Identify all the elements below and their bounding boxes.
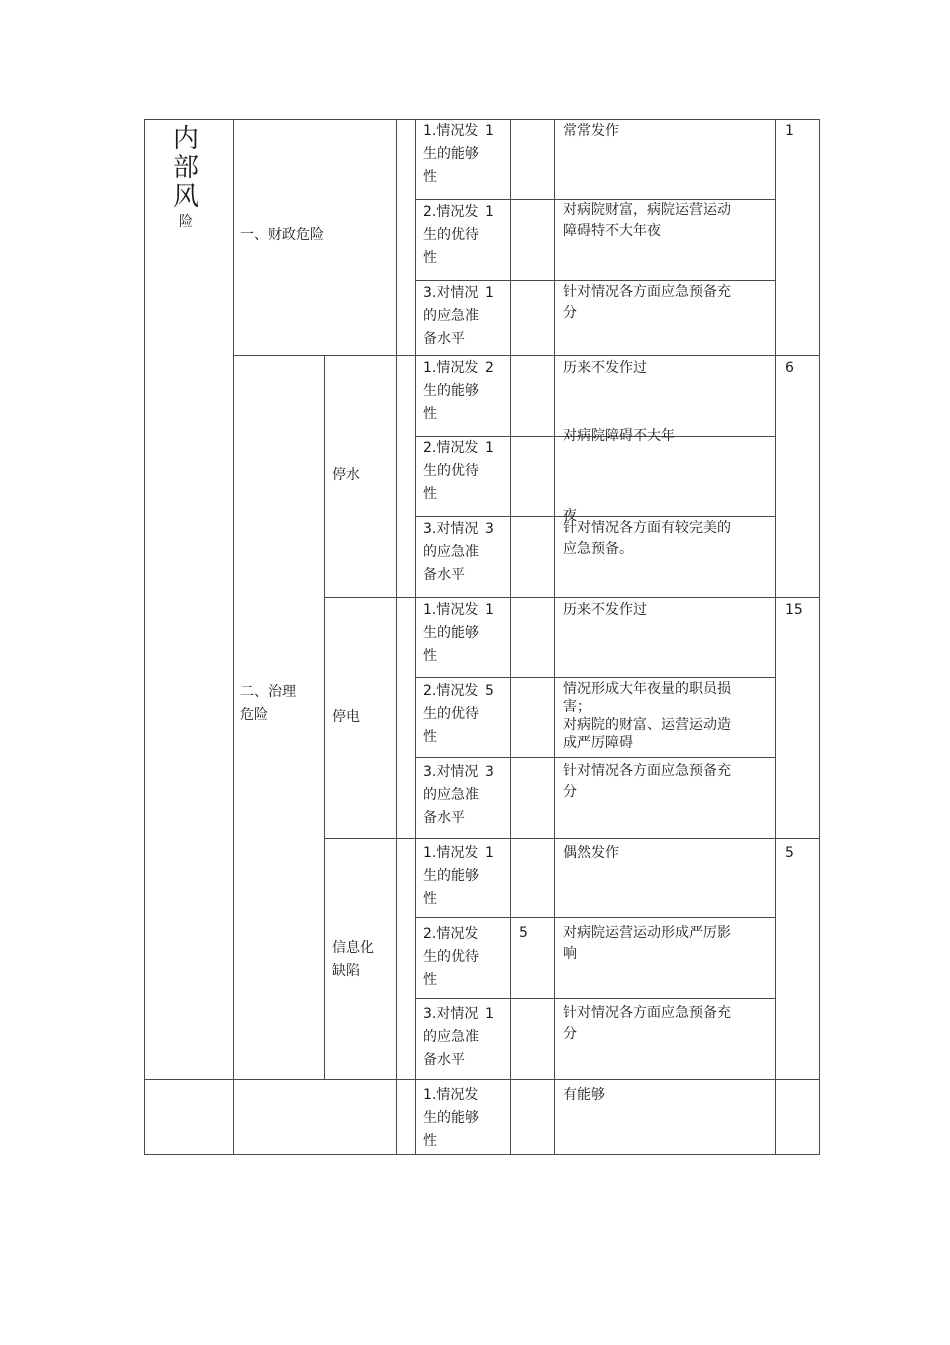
table-border-left	[144, 119, 145, 1155]
row-item: 3.对情况 的应急准 备水平	[423, 285, 479, 347]
row-score: 1	[785, 123, 794, 139]
main-label-char: 内	[172, 124, 199, 154]
main-label-char: 部	[172, 153, 199, 183]
row-item: 3.对情况 的应急准 备水平	[423, 1006, 479, 1068]
col-divider	[775, 119, 776, 1155]
subcategory-it: 信息化 缺陷	[332, 940, 374, 979]
row-number: 1	[485, 123, 494, 139]
row-description: 常常发作	[563, 123, 619, 139]
row-description: 历来不发作过	[563, 360, 647, 376]
row-score: 6	[785, 360, 794, 376]
category-management: 二、治理 危险	[240, 684, 296, 723]
row-score: 5	[785, 845, 794, 861]
row-divider	[415, 677, 775, 678]
row-number: 5	[485, 683, 494, 699]
row-divider	[415, 917, 775, 918]
row-description-overflow: 夜	[563, 508, 577, 524]
row-item: 1.情况发 生的能够 性	[423, 1087, 479, 1149]
row-item: 1.情况发 生的能够 性	[423, 360, 479, 422]
table-border-top	[144, 119, 820, 120]
group-divider	[324, 838, 820, 839]
row-description: 有能够	[563, 1087, 605, 1103]
row-item: 1.情况发 生的能够 性	[423, 602, 479, 664]
row-number: 1	[485, 440, 494, 456]
row-item: 2.情况发 生的优待 性	[423, 204, 479, 266]
row-item: 1.情况发 生的能够 性	[423, 845, 479, 907]
row-description: 对病院财富，病院运营运动 障碍特不大年夜	[563, 202, 731, 239]
row-description: 对病院障碍不大年	[563, 428, 675, 444]
row-number: 3	[485, 521, 494, 537]
group-divider	[233, 355, 820, 356]
row-number: 1	[485, 1006, 494, 1022]
row-description: 针对情况各方面应急预备充 分	[563, 284, 731, 321]
row-description: 针对情况各方面应急预备充 分	[563, 763, 731, 800]
row-description: 情况形成大年夜量的职员损 害； 对病院的财富、运营运动造 成严厉障碍	[563, 681, 731, 751]
col-divider	[324, 355, 325, 1079]
row-item: 2.情况发 生的优待 性	[423, 683, 479, 745]
subcategory-water: 停水	[332, 467, 360, 483]
category-finance: 一、财政危险	[240, 227, 324, 243]
subcategory-power: 停电	[332, 709, 360, 725]
table-border-bottom	[144, 1154, 820, 1155]
row-description: 针对情况各方面应急预备充 分	[563, 1005, 731, 1042]
row-item: 2.情况发 生的优待 性	[423, 440, 479, 502]
main-label-char: 险	[179, 214, 193, 230]
row-item: 1.情况发 生的能够 性	[423, 123, 479, 185]
row-number: 1	[485, 285, 494, 301]
col-divider	[415, 119, 416, 1155]
row-description: 历来不发作过	[563, 602, 647, 618]
row-score: 15	[785, 602, 803, 618]
row-item: 3.对情况 的应急准 备水平	[423, 521, 479, 583]
row-divider	[415, 998, 775, 999]
row-divider	[415, 757, 775, 758]
row-number: 3	[485, 764, 494, 780]
row-number: 1	[485, 845, 494, 861]
col-divider	[554, 119, 555, 1155]
col-divider	[510, 119, 511, 1155]
row-description: 对病院运营运动形成严厉影 响	[563, 925, 731, 962]
col-divider	[396, 119, 397, 1155]
row-number: 1	[485, 204, 494, 220]
row-column-value: 5	[519, 925, 528, 941]
row-number: 1	[485, 602, 494, 618]
table-border-right	[819, 119, 820, 1155]
row-description: 偶然发作	[563, 845, 619, 861]
main-label-char: 风	[172, 182, 199, 212]
col-divider	[233, 119, 234, 1155]
row-number: 2	[485, 360, 494, 376]
group-divider	[144, 1079, 820, 1080]
row-item: 2.情况发 生的优待 性	[423, 926, 479, 988]
row-description: 针对情况各方面有较完美的 应急预备。	[563, 520, 731, 557]
row-item: 3.对情况 的应急准 备水平	[423, 764, 479, 826]
